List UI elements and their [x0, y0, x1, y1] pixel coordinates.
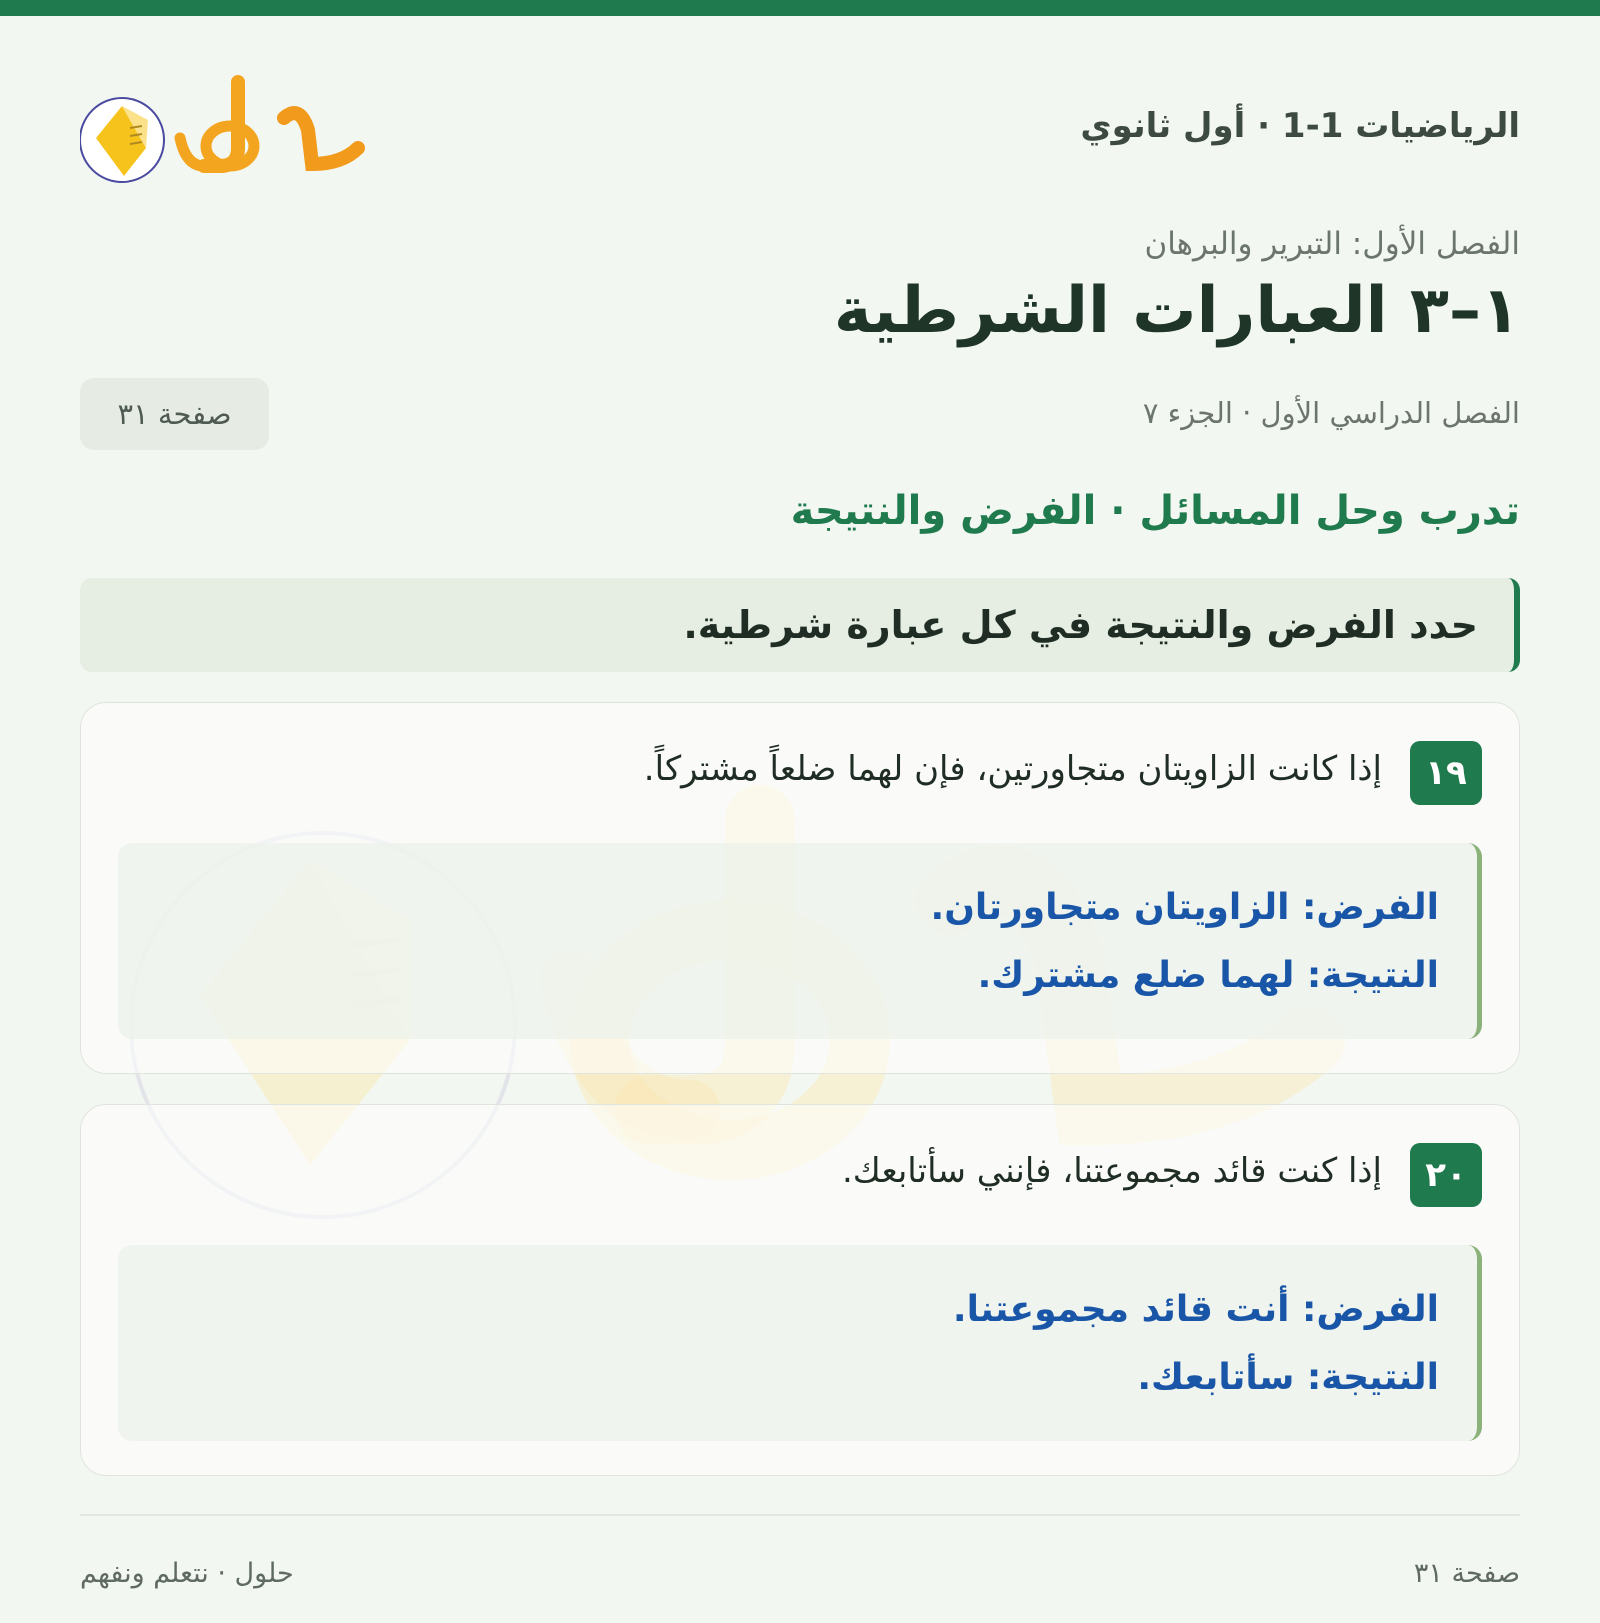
chapter-label: الفصل الأول: التبرير والبرهان: [1144, 226, 1520, 262]
answer-conclusion: النتيجة: لهما ضلع مشترك.: [977, 955, 1439, 996]
answer-hypothesis: الفرض: أنت قائد مجموعتنا.: [952, 1289, 1439, 1330]
answer-box: [118, 1245, 1482, 1441]
footer-brand: حلول · نتعلم ونفهم: [80, 1558, 294, 1589]
page-header: [80, 66, 1520, 196]
subject-title: الرياضيات 1-1 · أول ثانوي: [1080, 106, 1520, 146]
answer-conclusion: النتيجة: سأتابعك.: [1137, 1357, 1439, 1398]
question-text: إذا كانت الزاويتان متجاورتين، فإن لهما ضلعاً مشتركاً.: [643, 749, 1382, 789]
answer-hypothesis: الفرض: الزاويتان متجاورتان.: [930, 887, 1439, 928]
question-number: ٢٠: [1410, 1143, 1482, 1207]
hulul-logo: [80, 66, 380, 196]
answer-box: [118, 843, 1482, 1039]
instruction-text: حدد الفرض والنتيجة في كل عبارة شرطية.: [683, 603, 1478, 647]
footer-page-number: صفحة ٣١: [1413, 1558, 1520, 1589]
lesson-title: ١–٣ العبارات الشرطية: [833, 274, 1520, 348]
instruction-box: [80, 578, 1520, 672]
page-badge: صفحة ٣١: [80, 378, 269, 450]
question-card: [80, 702, 1520, 1074]
top-accent-bar: [0, 0, 1600, 16]
semester-label: الفصل الدراسي الأول · الجزء ٧: [1142, 396, 1520, 430]
question-text: إذا كنت قائد مجموعتنا، فإنني سأتابعك.: [841, 1151, 1382, 1191]
page-content: [80, 16, 1520, 1623]
question-card: [80, 1104, 1520, 1476]
question-number: ١٩: [1410, 741, 1482, 805]
footer-divider: [80, 1514, 1520, 1516]
section-heading: تدرب وحل المسائل · الفرض والنتيجة: [790, 488, 1520, 534]
